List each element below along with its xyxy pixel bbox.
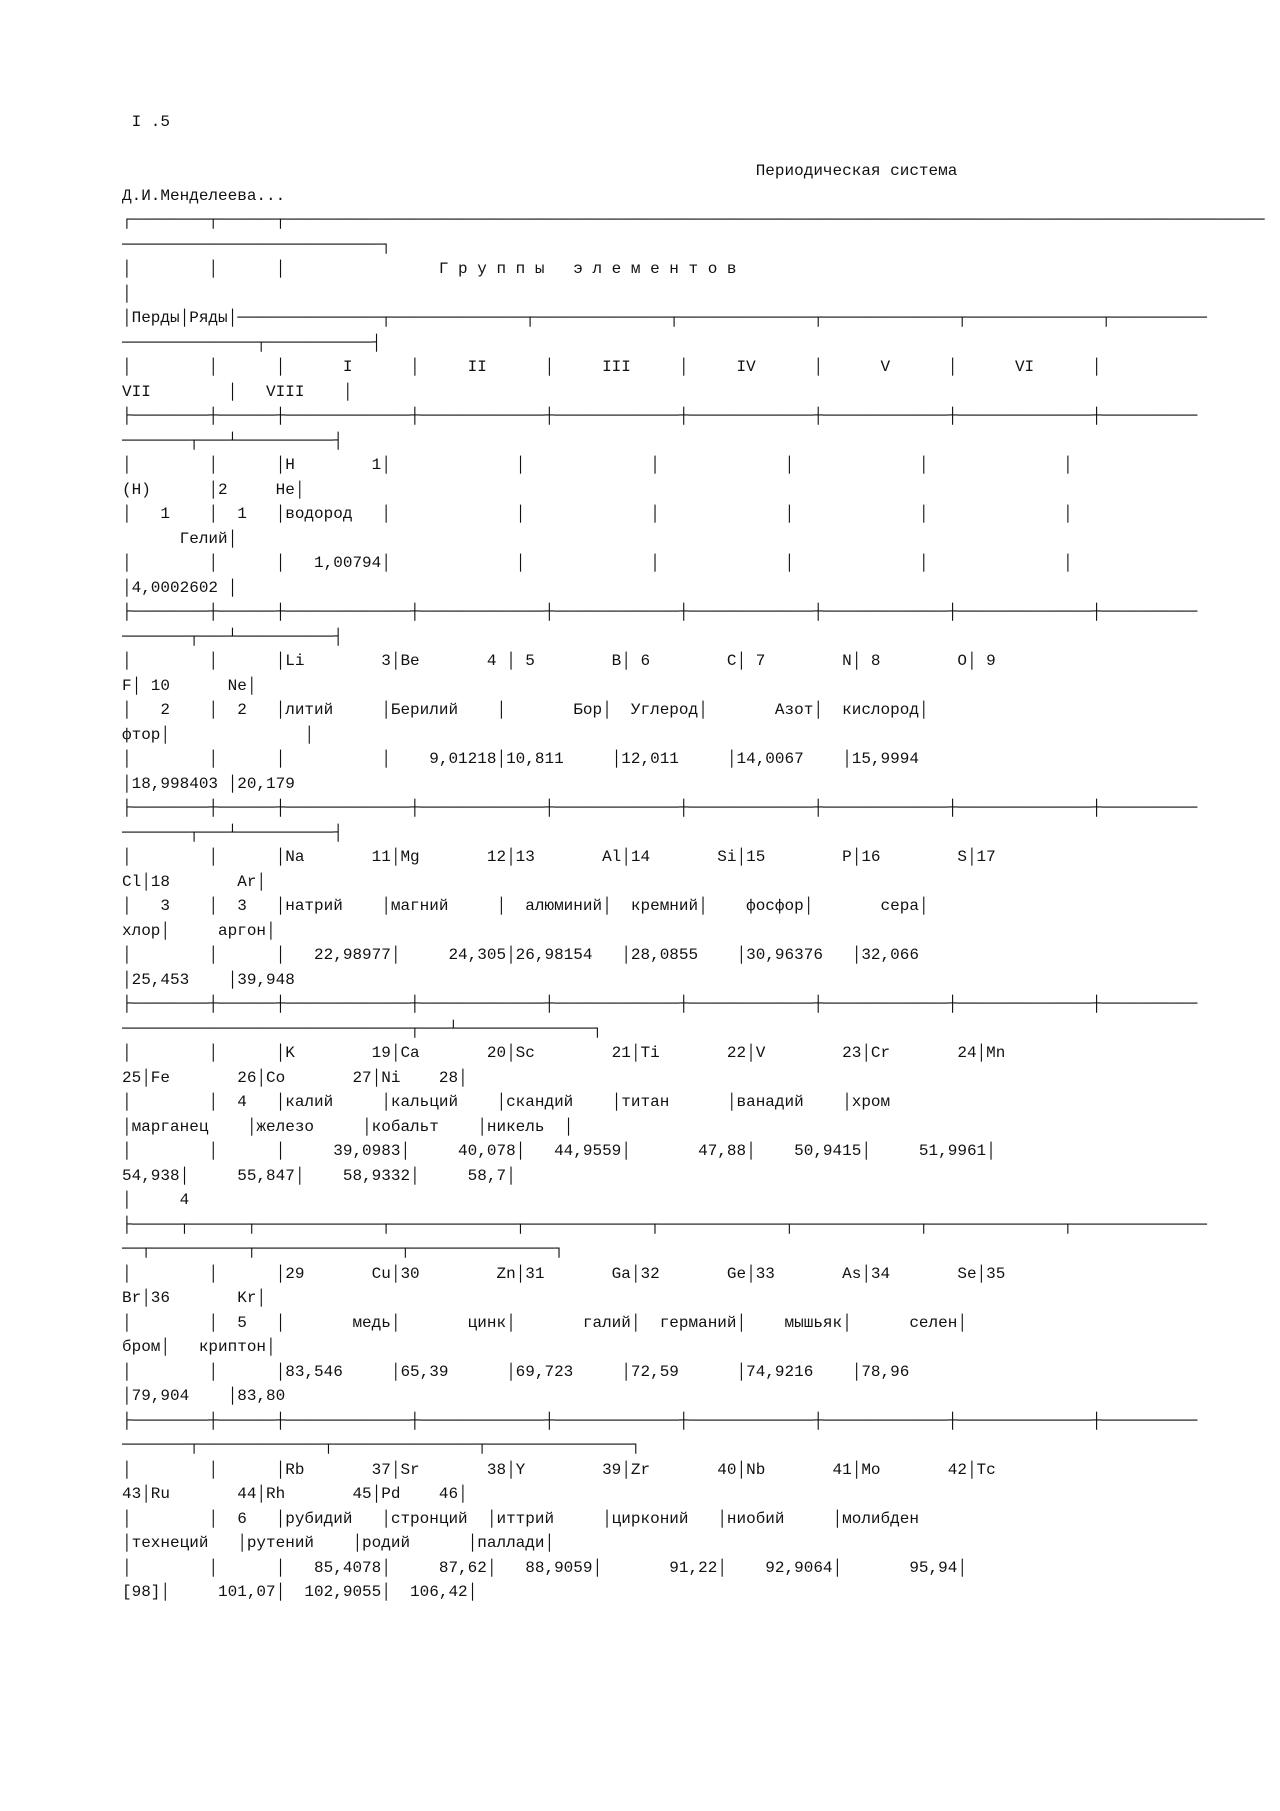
document-line: ───────┬───┴──────────┤	[122, 431, 343, 450]
document-line: │ │ │Li 3│Be 4 │ 5 B│ 6 C│ 7 N│ 8 O│ 9	[122, 652, 996, 670]
document-line: │ │ │ I │ II │ III │ IV │ V │ VI │	[122, 358, 1102, 376]
document-line: │ │ │ 85,4078│ 87,62│ 88,9059│ 91,22│ 92,9064│ 95,94│	[122, 1558, 967, 1577]
document-line: ├────────┼──────┼─────────────┼─────────────┼─────────────┼─────────────┼─────────────┼──────────────┼──────────	[122, 407, 1198, 425]
document-line: │ │ 4 │калий │кальций │скандий │титан │ванадий │хром	[122, 1093, 891, 1111]
document-line: ┌────────┬──────┬──────────────────────────────────────────────────────────────────────────────────────────────────────	[122, 211, 1265, 229]
document-line: ├─────┬──────┬─────────────┬─────────────┬─────────────┬─────────────┬─────────────┬──────────────┬──────────────	[122, 1215, 1207, 1234]
document-line: Cl│18 Ar│	[122, 872, 267, 891]
document-line: │технеций │рутений │родий │паллади│	[122, 1534, 555, 1552]
document-line: │ │ 5 │ медь│ цинк│ галий│ германий│ мышьяк│ селен│	[122, 1313, 967, 1332]
periodic-table-document	[122, 110, 1265, 1605]
document-line: 25│Fe 26│Co 27│Ni 28│	[122, 1068, 468, 1087]
document-line: VII │ VIII │	[122, 382, 353, 401]
document-line: │ │ │K 19│Ca 20│Sc 21│Ti 22│V 23│Cr 24│Mn	[122, 1044, 1006, 1062]
document-line: │марганец │железо │кобальт │никель │	[122, 1117, 574, 1136]
document-line: │ │ │ Г р у п п ы э л е м е н т о в	[122, 260, 737, 278]
document-line: │25,453 │39,948	[122, 970, 295, 989]
document-line: ├────────┼──────┼─────────────┼─────────────┼─────────────┼─────────────┼─────────────┼──────────────┼──────────	[122, 799, 1198, 817]
document-line: ──┬──────────┬───────────────┬───────────────┐	[122, 1240, 564, 1258]
document-line: ──────────────────────────────┬───┴──────────────┐	[122, 1019, 603, 1038]
document-line: ───────┬───┴──────────┤	[122, 823, 343, 842]
document-line: бром│ криптон│	[122, 1338, 276, 1356]
document-line: │ │ │ 22,98977│ 24,305│26,98154 │28,0855 │30,96376 │32,066	[122, 946, 919, 964]
document-line: │ │ │Rb 37│Sr 38│Y 39│Zr 40│Nb 41│Mo 42│Tc	[122, 1460, 996, 1479]
document-line: │ │ │ │ 9,01218│10,811 │12,011 │14,0067 │15,9994	[122, 750, 919, 768]
document-line: │	[122, 284, 132, 303]
document-line: │ 2 │ 2 │литий │Берилий │ Бор│ Углерод│ Азот│ кислород│	[122, 701, 929, 719]
document-line: ───────────────────────────┐	[122, 235, 391, 254]
document-line: 43│Ru 44│Rh 45│Pd 46│	[122, 1485, 468, 1503]
document-line: │ │ │ 39,0983│ 40,078│ 44,9559│ 47,88│ 50,9415│ 51,9961│	[122, 1142, 996, 1160]
document-line: Br│36 Kr│	[122, 1289, 267, 1307]
document-line: Д.И.Менделеева...	[122, 186, 286, 205]
document-line: фтор│ │	[122, 725, 315, 744]
document-line: I .5	[122, 113, 171, 131]
document-line: │79,904 │83,80	[122, 1387, 286, 1405]
document-line: │4,0002602 │	[122, 578, 238, 597]
document-line: │ 4	[122, 1191, 190, 1209]
document-line: ├────────┼──────┼─────────────┼─────────────┼─────────────┼─────────────┼─────────────┼──────────────┼──────────	[122, 603, 1198, 621]
document-line: │ 1 │ 1 │водород │ │ │ │ │ │	[122, 505, 1073, 523]
document-line: хлор│ аргон│	[122, 921, 276, 940]
document-line: ├────────┼──────┼─────────────┼─────────────┼─────────────┼─────────────┼─────────────┼──────────────┼──────────	[122, 995, 1198, 1013]
document-line: [98]│ 101,07│ 102,9055│ 106,42│	[122, 1583, 478, 1601]
document-line: │Перды│Ряды│───────────────┬──────────────┬──────────────┬──────────────┬──────────────┬──────────────┬──────────	[122, 309, 1207, 327]
document-line: │ │ │83,546 │65,39 │69,723 │72,59 │74,9216 │78,96	[122, 1362, 910, 1381]
document-line: │ │ 6 │рубидий │стронций │иттрий │цирконий │ниобий │молибден	[122, 1509, 919, 1528]
document-line: Гелий│	[122, 529, 238, 548]
document-line: ───────┬───┴──────────┤	[122, 627, 343, 646]
document-line: ──────────────┬───────────┤	[122, 333, 382, 352]
document-line: (H) │2 He│	[122, 480, 305, 499]
document-line: 54,938│ 55,847│ 58,9332│ 58,7│	[122, 1166, 516, 1185]
document-line: │ │ │29 Cu│30 Zn│31 Ga│32 Ge│33 As│34 Se│35	[122, 1264, 1006, 1283]
document-line: │ 3 │ 3 │натрий │магний │ алюминий│ кремний│ фосфор│ сера│	[122, 897, 929, 915]
document-line: │ │ │ 1,00794│ │ │ │ │ │	[122, 554, 1073, 572]
document-line	[122, 135, 1172, 160]
document-line: F│ 10 Ne│	[122, 676, 257, 695]
document-line: │18,998403 │20,179	[122, 774, 295, 793]
document-line: Периодическая система	[122, 162, 958, 180]
document-line: │ │ │H 1│ │ │ │ │ │	[122, 456, 1073, 474]
document-line: ├────────┼──────┼─────────────┼─────────────┼─────────────┼─────────────┼─────────────┼──────────────┼──────────	[122, 1411, 1198, 1430]
document-line: │ │ │Na 11│Mg 12│13 Al│14 Si│15 P│16 S│17	[122, 848, 996, 866]
document-line: ───────┬─────────────┬───────────────┬───────────────┐	[122, 1436, 641, 1454]
